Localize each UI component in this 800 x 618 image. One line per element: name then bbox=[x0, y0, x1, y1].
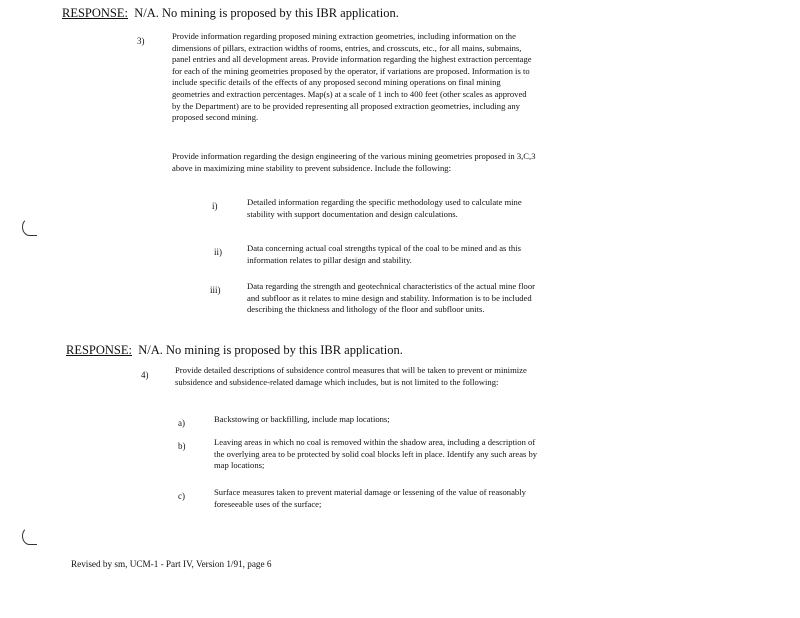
response-1 bbox=[62, 6, 399, 21]
subitem-c-text: Surface measures taken to prevent material damage or lessening of the value of reasonably foreseeable uses of the surface; bbox=[214, 487, 526, 509]
subitem-i-number: i) bbox=[212, 201, 218, 211]
response-2 bbox=[66, 343, 403, 358]
binder-hole-mark bbox=[22, 218, 37, 236]
item-4-intro: Provide detailed descriptions of subsidence control measures that will be taken to prevent or minimize subsidence and subsidence-related damage which includes, but is not limited to the following: bbox=[175, 365, 527, 387]
subitem-iii-number: iii) bbox=[210, 285, 221, 295]
response-label: RESPONSE: bbox=[62, 6, 128, 20]
subitem-ii-number: ii) bbox=[214, 247, 222, 257]
binder-hole-mark bbox=[22, 527, 37, 545]
item-3-paragraph-1: Provide information regarding proposed mining extraction geometries, including information on the dimensions of pillars, extraction widths of rooms, entries, and crosscuts, etc., for all mains, submains, panel entries and all development areas. Provide information regarding the highest extraction percentage for each of the mining geometries proposed by the operator, if variations are proposed. Information is to include specific details of the effects of any proposed second mining operations on final mining geometries and extraction percentages. Map(s) at a scale of 1 inch to 400 feet (other scales as approved by the Department) are to be provided representing all proposed extraction geometries, including any proposed second mining. bbox=[172, 31, 532, 123]
response-text: N/A. No mining is proposed by this IBR application. bbox=[134, 6, 399, 20]
subitem-iii-text: Data regarding the strength and geotechnical characteristics of the actual mine floor and subfloor as it relates to mine design and stability. Information is to be included describing the thickness and lithology of the floor and subfloor units. bbox=[247, 281, 536, 315]
item-3-paragraph-2: Provide information regarding the design engineering of the various mining geometries proposed in 3,C,3 above in maximizing mine stability to prevent subsidence. Include the following: bbox=[172, 151, 536, 173]
page-footer: Revised by sm, UCM-1 - Part IV, Version 1/91, page 6 bbox=[71, 559, 272, 569]
item-4-number: 4) bbox=[141, 370, 149, 380]
subitem-a-text: Backstowing or backfilling, include map locations; bbox=[214, 414, 390, 424]
response-text: N/A. No mining is proposed by this IBR application. bbox=[138, 343, 403, 357]
subitem-ii-text: Data concerning actual coal strengths typical of the coal to be mined and as this information relates to pillar design and stability. bbox=[247, 243, 521, 265]
subitem-b-number: b) bbox=[178, 441, 186, 451]
subitem-i-text: Detailed information regarding the specific methodology used to calculate mine stability with support documentation and design calculations. bbox=[247, 197, 522, 219]
response-label: RESPONSE: bbox=[66, 343, 132, 357]
subitem-b-text: Leaving areas in which no coal is removed within the shadow area, including a description of the overlying area to be protected by solid coal blocks left in place. Identify any such areas by map locations; bbox=[214, 437, 538, 471]
item-3-number: 3) bbox=[137, 36, 145, 46]
subitem-a-number: a) bbox=[178, 418, 185, 428]
subitem-c-number: c) bbox=[178, 491, 185, 501]
